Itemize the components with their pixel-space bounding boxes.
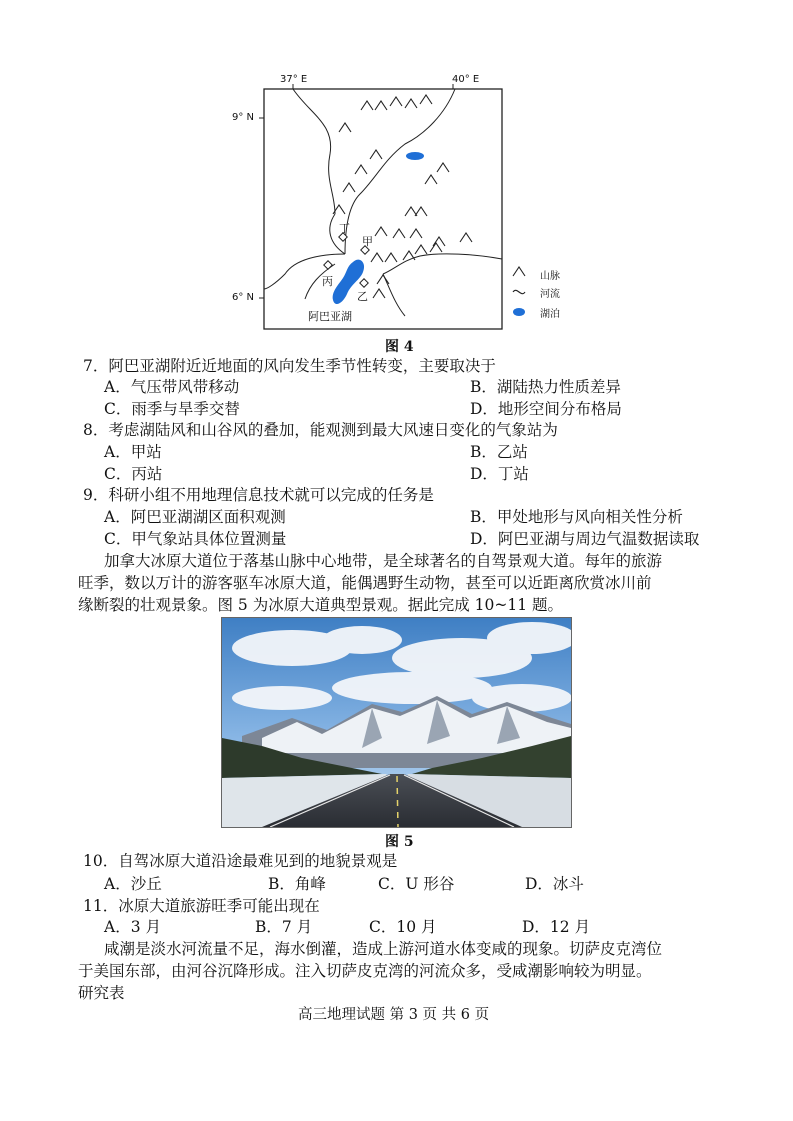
question-10-stem: 10．自驾冰原大道沿途最难见到的地貌景观是: [83, 852, 398, 870]
latitude-label-6n: 6° N: [232, 292, 255, 303]
question-9-option-c[interactable]: C．甲气象站具体位置测量: [104, 530, 287, 548]
mountain-6: [339, 123, 351, 132]
passage-2-line-2: 于美国东部，由河谷沉降形成。注入切萨皮克湾的河流众多，受咸潮影响较为明显。: [78, 962, 652, 980]
longitude-label-37e: 37° E: [280, 74, 308, 85]
mountain-24: [430, 243, 442, 252]
question-7-option-b[interactable]: B．湖陆热力性质差异: [470, 378, 621, 396]
mountain-10: [425, 175, 437, 184]
question-7-stem: 7．阿巴亚湖附近近地面的风向发生季节性转变，主要取决于: [83, 357, 496, 375]
mountain-22: [403, 251, 415, 260]
mountain-7: [370, 150, 382, 159]
question-8-option-c[interactable]: C．丙站: [104, 465, 163, 483]
mountain-2: [375, 101, 387, 110]
mountain-11: [437, 163, 449, 172]
mountain-1: [361, 101, 373, 110]
question-9-option-a[interactable]: A．阿巴亚湖湖区面积观测: [104, 508, 286, 526]
river-east: [383, 254, 502, 274]
station-bing-marker: [324, 261, 332, 269]
cloud-6: [232, 686, 332, 710]
passage-2-line-1: 咸潮是淡水河流量不足，海水倒灌，造成上游河道水体变咸的现象。切萨皮克湾位: [104, 940, 663, 958]
passage-1-line-1: 加拿大冰原大道位于落基山脉中心地带，是全球著名的自驾景观大道。每年的旅游: [104, 552, 663, 570]
map-canvas: [255, 84, 555, 334]
mountain-26: [373, 289, 385, 298]
mountain-19: [460, 233, 472, 242]
river-upper: [293, 89, 335, 214]
question-10-option-a[interactable]: A．沙丘: [104, 875, 162, 893]
lake-legend-icon: [513, 308, 525, 316]
station-yi-label: 乙: [357, 290, 368, 303]
mountain-4: [405, 99, 417, 108]
question-9-option-b[interactable]: B．甲处地形与风向相关性分析: [470, 508, 683, 526]
longitude-label-40e: 40° E: [452, 74, 480, 85]
question-10-option-b[interactable]: B．角峰: [268, 875, 326, 893]
mountain-21: [385, 253, 397, 262]
river-northeast: [345, 89, 455, 254]
latitude-label-9n: 9° N: [232, 112, 255, 123]
question-8-option-d[interactable]: D．丁站: [470, 465, 529, 483]
station-ding-label: 丁: [339, 222, 350, 235]
legend-river-label: 河流: [540, 289, 560, 300]
mountain-16: [393, 229, 405, 238]
river-legend-icon: [513, 290, 525, 293]
question-7-option-d[interactable]: D．地形空间分布格局: [470, 400, 622, 418]
map-frame: [264, 89, 502, 329]
question-11-option-d[interactable]: D．12 月: [522, 918, 591, 936]
station-bing-label: 丙: [322, 275, 333, 288]
question-7-option-c[interactable]: C．雨季与旱季交替: [104, 400, 240, 418]
north-lake: [406, 152, 424, 160]
question-8-option-a[interactable]: A．甲站: [104, 443, 162, 461]
rivers: [264, 89, 502, 316]
mountain-3: [390, 97, 402, 106]
mountain-17: [410, 229, 422, 238]
passage-1-line-3: 缘断裂的壮观景象。图 5 为冰原大道典型景观。据此完成 10~11 题。: [78, 596, 564, 614]
passage-1-line-2: 旺季，数以万计的游客驱车冰原大道，能偶遇野生动物，甚至可以近距离欣赏冰川前: [78, 574, 652, 592]
question-11-stem: 11．冰原大道旅游旺季可能出现在: [83, 897, 320, 915]
question-8-option-b[interactable]: B．乙站: [470, 443, 528, 461]
mountain-legend-icon: [513, 267, 525, 276]
legend-mountain-label: 山脉: [540, 271, 560, 282]
mountain-20: [371, 253, 383, 262]
question-9-stem: 9．科研小组不用地理信息技术就可以完成的任务是: [83, 486, 434, 504]
mountain-15: [375, 227, 387, 236]
cloud-5: [332, 672, 492, 704]
mountain-13: [415, 207, 427, 216]
page-footer: 高三地理试题 第 3 页 共 6 页: [298, 1007, 490, 1023]
question-10-option-d[interactable]: D．冰斗: [525, 875, 584, 893]
figure-5-caption: 图 5: [385, 834, 414, 850]
question-9-option-d[interactable]: D．阿巴亚湖与周边气温数据读取: [470, 530, 700, 548]
station-yi-marker: [360, 279, 368, 287]
question-11-option-c[interactable]: C．10 月: [369, 918, 437, 936]
legend-lake-label: 湖泊: [540, 309, 560, 320]
mountain-12: [405, 207, 417, 216]
question-10-option-c[interactable]: C．U 形谷: [378, 875, 455, 893]
mountain-5: [420, 95, 432, 104]
station-jia-label: 甲: [362, 235, 373, 248]
question-8-stem: 8．考虑湖陆风和山谷风的叠加，能观测到最大风速日变化的气象站为: [83, 421, 558, 439]
question-7-option-a[interactable]: A．气压带风带移动: [104, 378, 240, 396]
icefields-landscape-illustration: [222, 618, 571, 827]
mountain-23: [415, 245, 427, 254]
mountain-8: [355, 165, 367, 174]
question-11-option-a[interactable]: A．3 月: [104, 918, 161, 936]
question-11-option-b[interactable]: B．7 月: [255, 918, 313, 936]
figure-5-photo: [221, 617, 572, 828]
passage-2-line-3: 研究表: [78, 984, 125, 1002]
lake-name-label: 阿巴亚湖: [308, 310, 352, 323]
mountain-9: [343, 183, 355, 192]
cloud-2: [322, 626, 402, 654]
figure-4-caption: 图 4: [385, 339, 414, 355]
